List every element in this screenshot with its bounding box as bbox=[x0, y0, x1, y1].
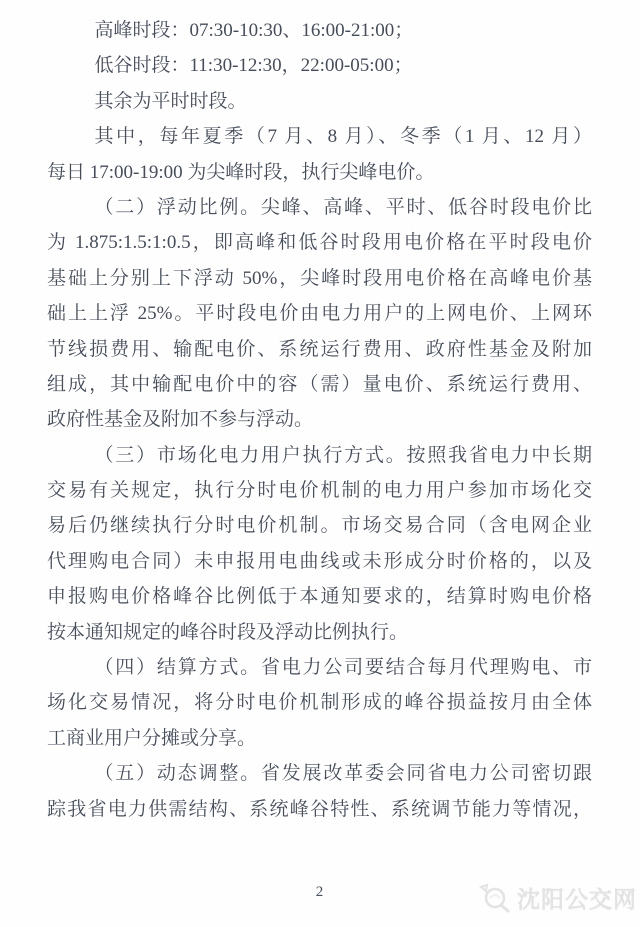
watermark-text: 沈阳公交网 bbox=[517, 886, 637, 912]
text-line: 其中，每年夏季（7 月、8 月）、冬季（1 月、12 月） bbox=[94, 126, 592, 148]
text-line: （二）浮动比例。尖峰、高峰、平时、低谷时段电价比 bbox=[94, 196, 592, 218]
text-line: 其余为平时时段。 bbox=[94, 90, 247, 112]
bus-magnifier-logo-icon bbox=[478, 883, 512, 913]
text-line: 易后仍继续执行分时电价机制。市场交易合同（含电网企业 bbox=[47, 515, 592, 537]
watermark bbox=[478, 881, 637, 914]
text-line: 踪我省电力供需结构、系统峰谷特性、系统调节能力等情况， bbox=[47, 798, 592, 820]
text-line: （三）市场化电力用户执行方式。按照我省电力中长期 bbox=[94, 444, 592, 466]
text-line: 节线损费用、输配电价、系统运行费用、政府性基金及附加 bbox=[47, 338, 592, 360]
text-line: （四）结算方式。省电力公司要结合每月代理购电、市 bbox=[94, 657, 592, 679]
text-line: 基础上分别上下浮动 50%，尖峰时段用电价格在高峰电价基 bbox=[47, 267, 592, 289]
text-line: 每日 17:00-19:00 为尖峰时段，执行尖峰电价。 bbox=[47, 161, 435, 183]
text-line: 础上上浮 25%。平时段电价由电力用户的上网电价、上网环 bbox=[47, 303, 592, 325]
text-line: 申报购电价格峰谷比例低于本通知要求的，结算时购电价格 bbox=[47, 586, 592, 608]
text-line: 交易有关规定，执行分时电价机制的电力用户参加市场化交 bbox=[47, 480, 592, 502]
text-line: 低谷时段：11:30-12:30，22:00-05:00； bbox=[94, 55, 413, 77]
page-number: 2 bbox=[315, 884, 324, 900]
text-line: 代理购电合同）未申报用电曲线或未形成分时价格的，以及 bbox=[47, 550, 592, 572]
text-line: （五）动态调整。省发展改革委会同省电力公司密切跟 bbox=[94, 763, 592, 785]
document-body bbox=[47, 13, 592, 827]
text-line: 组成，其中输配电价中的容（需）量电价、系统运行费用、 bbox=[47, 373, 592, 395]
text-line: 场化交易情况，将分时电价机制形成的峰谷损益按月由全体 bbox=[47, 692, 592, 714]
text-line: 高峰时段：07:30-10:30、16:00-21:00； bbox=[94, 20, 414, 41]
text-line: 政府性基金及附加不参与浮动。 bbox=[47, 409, 314, 431]
text-line: 为 1.875:1.5:1:0.5，即高峰和低谷时段用电价格在平时段电价 bbox=[47, 232, 592, 254]
text-line: 工商业用户分摊或分享。 bbox=[47, 727, 257, 749]
text-line: 按本通知规定的峰谷时段及浮动比例执行。 bbox=[47, 621, 409, 643]
